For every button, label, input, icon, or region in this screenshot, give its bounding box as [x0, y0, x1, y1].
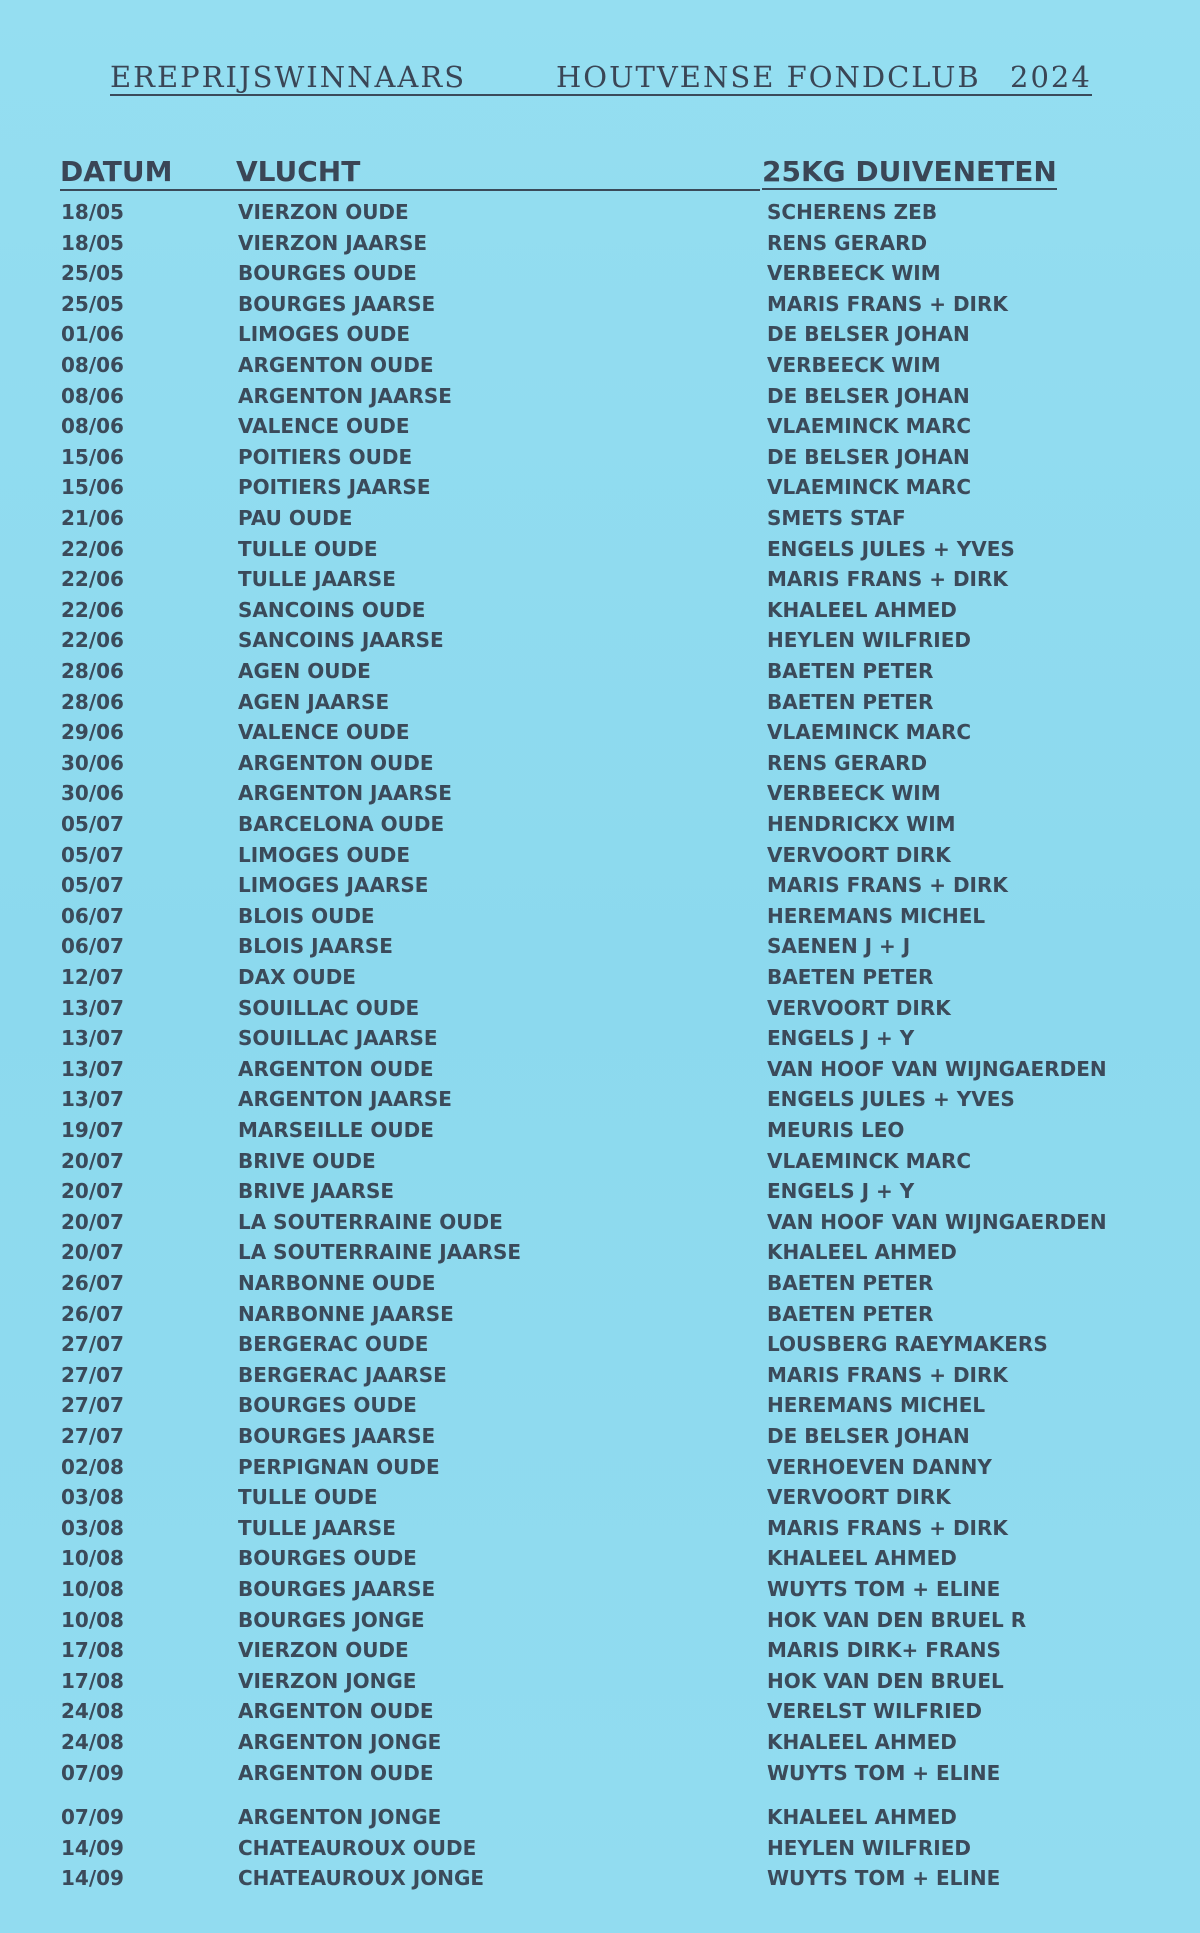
- table-row: [0, 231, 1200, 259]
- row-winner: HEREMANS MICHEL: [767, 1393, 986, 1418]
- row-date: 05/07: [61, 873, 124, 898]
- table-row: [0, 261, 1200, 289]
- table-row: [0, 1836, 1200, 1864]
- row-date: 24/08: [61, 1699, 124, 1724]
- row-flight: DAX OUDE: [238, 965, 356, 989]
- row-date: 21/06: [61, 506, 124, 530]
- row-date: 15/06: [61, 444, 124, 469]
- row-date: 10/08: [61, 1577, 124, 1601]
- row-date: 08/06: [61, 414, 124, 439]
- row-winner: VERVOORT DIRK: [767, 995, 951, 1020]
- row-date: 02/08: [61, 1454, 124, 1479]
- row-flight: SANCOINS JAARSE: [238, 628, 444, 653]
- table-row: [0, 353, 1200, 381]
- row-flight: NARBONNE JAARSE: [238, 1301, 454, 1326]
- row-date: 20/07: [61, 1148, 124, 1173]
- row-flight: CHATEAUROUX OUDE: [238, 1835, 477, 1860]
- row-date: 17/08: [61, 1638, 124, 1663]
- row-flight: ARGENTON OUDE: [238, 1760, 434, 1785]
- table-row: [0, 1179, 1200, 1207]
- row-winner: LOUSBERG RAEYMAKERS: [767, 1332, 1048, 1357]
- row-date: 08/06: [61, 353, 124, 377]
- table-row: [0, 1730, 1200, 1758]
- row-flight: BOURGES JAARSE: [238, 291, 436, 316]
- row-flight: AGEN JAARSE: [238, 689, 390, 714]
- row-flight: SOUILLAC OUDE: [238, 995, 420, 1020]
- row-date: 22/06: [61, 597, 124, 622]
- table-row: [0, 1240, 1200, 1268]
- row-flight: PERPIGNAN OUDE: [238, 1454, 440, 1479]
- row-winner: SMETS STAF: [767, 506, 906, 530]
- row-winner: MARIS FRANS + DIRK: [767, 567, 1008, 592]
- row-date: 05/07: [61, 812, 124, 836]
- table-row: [0, 1424, 1200, 1452]
- table-row: [0, 1026, 1200, 1054]
- row-winner: VERELST WILFRIED: [767, 1699, 982, 1724]
- row-flight: ARGENTON JONGE: [238, 1805, 442, 1830]
- row-winner: VERVOORT DIRK: [767, 1485, 951, 1510]
- row-winner: WUYTS TOM + ELINE: [767, 1866, 1001, 1891]
- row-winner: SAENEN J + J: [767, 934, 911, 959]
- row-date: 22/06: [61, 628, 124, 653]
- table-row: [0, 384, 1200, 412]
- row-flight: VIERZON OUDE: [238, 1638, 409, 1663]
- row-winner: KHALEEL AHMED: [767, 1546, 957, 1571]
- row-flight: VIERZON JAARSE: [238, 230, 428, 255]
- row-date: 26/07: [61, 1301, 124, 1326]
- row-flight: BOURGES JAARSE: [238, 1577, 436, 1601]
- row-winner: BAETEN PETER: [767, 689, 934, 714]
- row-winner: MARIS FRANS + DIRK: [767, 291, 1008, 316]
- table-row: [0, 1546, 1200, 1574]
- row-winner: BAETEN PETER: [767, 965, 934, 989]
- row-flight: LIMOGES OUDE: [238, 842, 411, 867]
- table-row: [0, 537, 1200, 565]
- row-winner: MARIS FRANS + DIRK: [767, 1515, 1008, 1540]
- row-winner: WUYTS TOM + ELINE: [767, 1760, 1001, 1785]
- row-date: 30/06: [61, 750, 124, 775]
- column-heading-date: DATUM: [60, 155, 173, 188]
- header-title: EREPRIJSWINNAARS: [110, 60, 467, 94]
- row-winner: VERBEECK WIM: [767, 353, 941, 377]
- table-row: [0, 1393, 1200, 1421]
- row-date: 27/07: [61, 1424, 124, 1448]
- row-winner: VERBEECK WIM: [767, 781, 941, 806]
- row-winner: ENGELS JULES + YVES: [767, 536, 1015, 561]
- row-date: 20/07: [61, 1209, 124, 1234]
- table-row: [0, 965, 1200, 993]
- table-row: [0, 1805, 1200, 1833]
- row-date: 22/06: [61, 536, 124, 561]
- row-date: 18/05: [61, 230, 124, 255]
- row-date: 24/08: [61, 1730, 124, 1754]
- row-date: 05/07: [61, 842, 124, 867]
- table-row: [0, 904, 1200, 932]
- table-row: [0, 873, 1200, 901]
- row-flight: ARGENTON JAARSE: [238, 781, 452, 806]
- row-winner: BAETEN PETER: [767, 1301, 934, 1326]
- table-row: [0, 751, 1200, 779]
- row-flight: BOURGES OUDE: [238, 1546, 417, 1571]
- row-flight: PAU OUDE: [238, 506, 353, 530]
- table-row: [0, 1638, 1200, 1666]
- row-flight: ARGENTON JONGE: [238, 1730, 442, 1754]
- row-date: 19/07: [61, 1118, 124, 1142]
- row-date: 28/06: [61, 689, 124, 714]
- table-row: [0, 934, 1200, 962]
- table-row: [0, 445, 1200, 473]
- row-winner: MARIS FRANS + DIRK: [767, 873, 1008, 898]
- table-row: [0, 659, 1200, 687]
- row-winner: HENDRICKX WIM: [767, 812, 956, 836]
- row-flight: BOURGES JONGE: [238, 1607, 425, 1632]
- row-date: 07/09: [61, 1805, 124, 1830]
- row-flight: VIERZON OUDE: [238, 200, 409, 224]
- row-date: 06/07: [61, 934, 124, 959]
- table-row: [0, 1516, 1200, 1544]
- table-row: [0, 1866, 1200, 1894]
- row-flight: TULLE JAARSE: [238, 1515, 396, 1540]
- row-winner: HEREMANS MICHEL: [767, 903, 986, 928]
- row-winner: MARIS DIRK+ FRANS: [767, 1638, 1001, 1663]
- table-row: [0, 690, 1200, 718]
- row-date: 20/07: [61, 1240, 124, 1265]
- row-flight: BARCELONA OUDE: [238, 812, 445, 836]
- row-flight: NARBONNE OUDE: [238, 1271, 436, 1295]
- row-winner: VLAEMINCK MARC: [767, 1148, 972, 1173]
- table-row: [0, 996, 1200, 1024]
- row-flight: POITIERS OUDE: [238, 444, 413, 469]
- table-row: [0, 1149, 1200, 1177]
- row-date: 03/08: [61, 1515, 124, 1540]
- table-row: [0, 843, 1200, 871]
- table-row: [0, 506, 1200, 534]
- table-row: [0, 200, 1200, 228]
- row-winner: BAETEN PETER: [767, 659, 934, 683]
- row-flight: ARGENTON OUDE: [238, 353, 434, 377]
- row-winner: MARIS FRANS + DIRK: [767, 1362, 1008, 1387]
- row-date: 27/07: [61, 1332, 124, 1357]
- row-winner: KHALEEL AHMED: [767, 1240, 957, 1265]
- row-winner: ENGELS JULES + YVES: [767, 1087, 1015, 1112]
- row-winner: ENGELS J + Y: [767, 1179, 915, 1204]
- row-date: 10/08: [61, 1546, 124, 1571]
- table-row: [0, 720, 1200, 748]
- row-winner: VLAEMINCK MARC: [767, 414, 972, 439]
- column-heading-flight: VLUCHT: [236, 155, 361, 188]
- column-heading-winner: 25KG DUIVENETEN: [762, 155, 1057, 188]
- row-winner: VERBEECK WIM: [767, 261, 941, 286]
- row-winner: DE BELSER JOHAN: [767, 1424, 970, 1448]
- table-row: [0, 1608, 1200, 1636]
- row-date: 20/07: [61, 1179, 124, 1204]
- row-date: 13/07: [61, 1056, 124, 1081]
- row-flight: BOURGES OUDE: [238, 261, 417, 286]
- row-date: 10/08: [61, 1607, 124, 1632]
- table-row: [0, 1271, 1200, 1299]
- row-winner: ENGELS J + Y: [767, 1026, 915, 1051]
- row-date: 06/07: [61, 903, 124, 928]
- row-date: 25/05: [61, 291, 124, 316]
- row-winner: VERHOEVEN DANNY: [767, 1454, 992, 1479]
- row-date: 27/07: [61, 1362, 124, 1387]
- row-date: 12/07: [61, 965, 124, 989]
- table-row: [0, 322, 1200, 350]
- row-date: 03/08: [61, 1485, 124, 1510]
- row-flight: VALENCE OUDE: [238, 414, 410, 439]
- table-row: [0, 414, 1200, 442]
- row-flight: BERGERAC JAARSE: [238, 1362, 447, 1387]
- row-winner: RENS GERARD: [767, 230, 928, 255]
- row-winner: WUYTS TOM + ELINE: [767, 1577, 1001, 1601]
- table-row: [0, 1761, 1200, 1789]
- table-row: [0, 475, 1200, 503]
- row-flight: AGEN OUDE: [238, 659, 371, 683]
- row-winner: DE BELSER JOHAN: [767, 444, 970, 469]
- row-winner: VLAEMINCK MARC: [767, 720, 972, 745]
- row-date: 22/06: [61, 567, 124, 592]
- row-winner: RENS GERARD: [767, 750, 928, 775]
- row-flight: VIERZON JONGE: [238, 1668, 417, 1693]
- table-row: [0, 567, 1200, 595]
- row-winner: VLAEMINCK MARC: [767, 475, 972, 500]
- row-flight: LA SOUTERRAINE JAARSE: [238, 1240, 522, 1265]
- row-flight: MARSEILLE OUDE: [238, 1118, 434, 1142]
- table-row: [0, 1485, 1200, 1513]
- table-row: [0, 1455, 1200, 1483]
- row-flight: SANCOINS OUDE: [238, 597, 426, 622]
- row-winner: KHALEEL AHMED: [767, 597, 957, 622]
- row-date: 15/06: [61, 475, 124, 500]
- row-flight: ARGENTON JAARSE: [238, 1087, 452, 1112]
- header-club-name: HOUTVENSE FONDCLUB: [556, 60, 981, 94]
- row-flight: TULLE OUDE: [238, 536, 378, 561]
- row-winner: VAN HOOF VAN WIJNGAERDEN: [767, 1056, 1107, 1081]
- table-row: [0, 812, 1200, 840]
- row-winner: SCHERENS ZEB: [767, 200, 938, 224]
- table-row: [0, 628, 1200, 656]
- row-winner: KHALEEL AHMED: [767, 1730, 957, 1754]
- row-flight: TULLE JAARSE: [238, 567, 396, 592]
- row-winner: DE BELSER JOHAN: [767, 322, 970, 347]
- row-flight: BERGERAC OUDE: [238, 1332, 429, 1357]
- table-row: [0, 781, 1200, 809]
- row-date: 26/07: [61, 1271, 124, 1295]
- row-flight: LIMOGES JAARSE: [238, 873, 429, 898]
- row-date: 14/09: [61, 1835, 124, 1860]
- row-flight: BOURGES JAARSE: [238, 1424, 436, 1448]
- row-flight: BRIVE OUDE: [238, 1148, 376, 1173]
- table-row: [0, 1302, 1200, 1330]
- row-winner: HOK VAN DEN BRUEL R: [767, 1607, 1027, 1632]
- row-flight: ARGENTON JAARSE: [238, 383, 452, 408]
- row-flight: ARGENTON OUDE: [238, 1699, 434, 1724]
- row-flight: LA SOUTERRAINE OUDE: [238, 1209, 503, 1234]
- table-row: [0, 1118, 1200, 1146]
- table-row: [0, 1210, 1200, 1238]
- row-date: 13/07: [61, 1087, 124, 1112]
- table-row: [0, 1332, 1200, 1360]
- row-winner: MEURIS LEO: [767, 1118, 905, 1142]
- row-date: 01/06: [61, 322, 124, 347]
- row-flight: BLOIS OUDE: [238, 903, 375, 928]
- row-date: 25/05: [61, 261, 124, 286]
- row-flight: ARGENTON OUDE: [238, 750, 434, 775]
- table-row: [0, 598, 1200, 626]
- row-date: 13/07: [61, 995, 124, 1020]
- row-winner: HOK VAN DEN BRUEL: [767, 1668, 1004, 1693]
- row-flight: LIMOGES OUDE: [238, 322, 411, 347]
- row-flight: SOUILLAC JAARSE: [238, 1026, 438, 1051]
- row-date: 14/09: [61, 1866, 124, 1891]
- row-date: 17/08: [61, 1668, 124, 1693]
- row-flight: POITIERS JAARSE: [238, 475, 431, 500]
- row-winner: DE BELSER JOHAN: [767, 383, 970, 408]
- row-date: 08/06: [61, 383, 124, 408]
- header-year: 2024: [1010, 60, 1092, 94]
- row-winner: HEYLEN WILFRIED: [767, 628, 972, 653]
- row-date: 29/06: [61, 720, 124, 745]
- row-date: 28/06: [61, 659, 124, 683]
- row-date: 18/05: [61, 200, 124, 224]
- table-row: [0, 1669, 1200, 1697]
- row-flight: BOURGES OUDE: [238, 1393, 417, 1418]
- row-flight: CHATEAUROUX JONGE: [238, 1866, 485, 1891]
- row-date: 13/07: [61, 1026, 124, 1051]
- row-date: 30/06: [61, 781, 124, 806]
- row-winner: VAN HOOF VAN WIJNGAERDEN: [767, 1209, 1107, 1234]
- row-winner: HEYLEN WILFRIED: [767, 1835, 972, 1860]
- row-winner: KHALEEL AHMED: [767, 1805, 957, 1830]
- row-winner: BAETEN PETER: [767, 1271, 934, 1295]
- row-date: 07/09: [61, 1760, 124, 1785]
- row-flight: BLOIS JAARSE: [238, 934, 393, 959]
- row-date: 27/07: [61, 1393, 124, 1418]
- row-winner: VERVOORT DIRK: [767, 842, 951, 867]
- table-row: [0, 1577, 1200, 1605]
- row-flight: BRIVE JAARSE: [238, 1179, 395, 1204]
- table-row: [0, 1699, 1200, 1727]
- row-flight: ARGENTON OUDE: [238, 1056, 434, 1081]
- row-flight: VALENCE OUDE: [238, 720, 410, 745]
- table-row: [0, 292, 1200, 320]
- row-flight: TULLE OUDE: [238, 1485, 378, 1510]
- table-row: [0, 1057, 1200, 1085]
- table-row: [0, 1363, 1200, 1391]
- table-row: [0, 1087, 1200, 1115]
